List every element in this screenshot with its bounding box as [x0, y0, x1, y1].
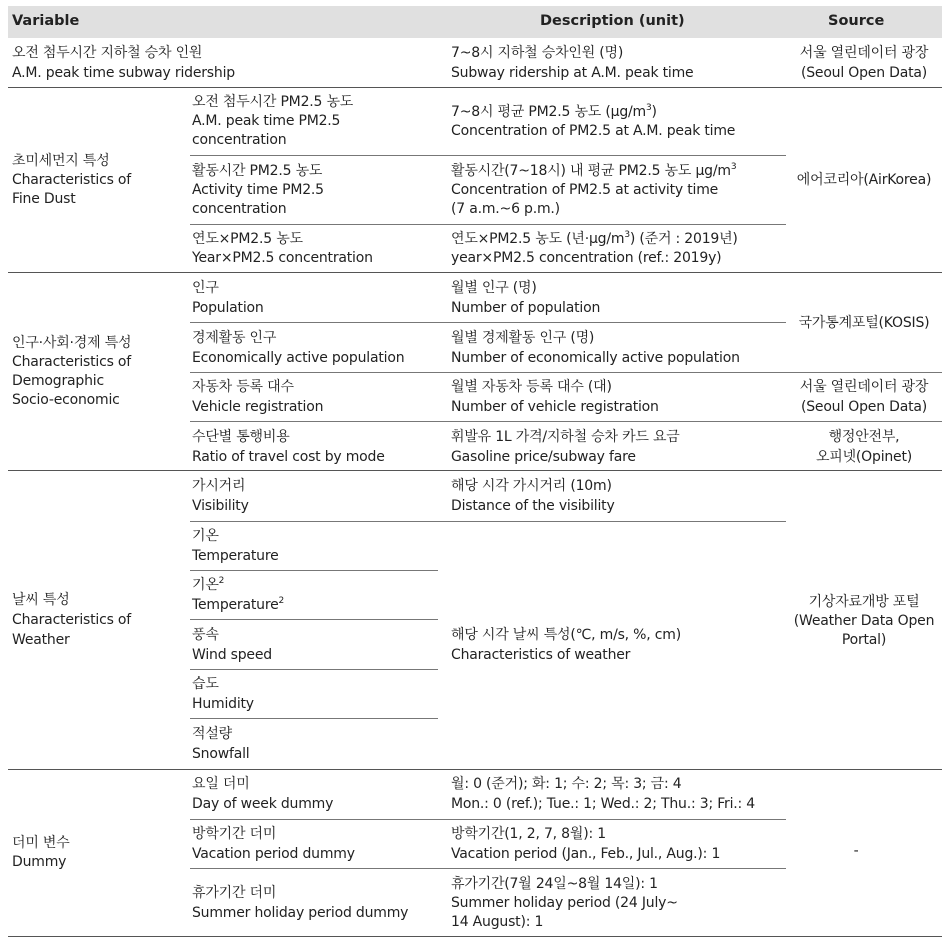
variable-en: Visibility: [192, 498, 249, 514]
description-ko: 방학기간(1, 2, 7, 8월): 1: [451, 826, 606, 842]
row-divider: [190, 868, 786, 869]
variable-ko: 오전 첨두시간 PM2.5 농도: [192, 94, 354, 110]
variable-ko: 습도: [192, 676, 219, 692]
row-divider: [8, 769, 942, 770]
variable-en: concentration: [192, 132, 287, 148]
row-divider: [190, 570, 438, 571]
variable-en: A.M. peak time subway ridership: [12, 65, 235, 81]
description-ko: 월별 인구 (명): [451, 280, 537, 296]
group-label-ko: 초미세먼지 특성: [12, 153, 110, 169]
variable-en: Summer holiday period dummy: [192, 905, 409, 921]
source-en: 오피넷(Opinet): [815, 449, 913, 465]
variable-ko: 인구: [192, 280, 219, 296]
description-en: Characteristics of weather: [451, 647, 631, 663]
variable-ko: 경제활동 인구: [192, 330, 277, 346]
row-divider: [190, 322, 786, 323]
description-en: Vacation period (Jan., Feb., Jul., Aug.): 1: [451, 846, 721, 862]
variable-en: concentration: [192, 201, 287, 217]
row-divider: [8, 470, 942, 471]
description-ko: 월: 0 (준거); 화: 1; 수: 2; 목: 3; 금: 4: [451, 776, 682, 792]
group-label-en: Weather: [12, 632, 70, 648]
description-ko: 휴가기간(7월 24일~8월 14일): 1: [451, 876, 658, 892]
group-label-en: Socio-economic: [12, 392, 120, 408]
variable-ko: 요일 더미: [192, 776, 250, 792]
description-ko: 활동시간(7~18시) 내 평균 PM2.5 농도 $\mu g/m^3$: [451, 162, 737, 179]
variable-en: Vacation period dummy: [192, 846, 355, 862]
variable-en: Year×PM2.5 concentration: [192, 250, 373, 266]
source-ko: 기상자료개방 포털: [808, 594, 920, 610]
row-divider: [190, 372, 942, 373]
description-en: Concentration of PM2.5 at A.M. peak time: [451, 123, 736, 139]
variable-ko: 기온$^2$: [192, 576, 225, 593]
variable-en: Day of week dummy: [192, 796, 334, 812]
variable-en: Ratio of travel cost by mode: [192, 449, 385, 465]
variable-en: Humidity: [192, 696, 254, 712]
description-en: Number of vehicle registration: [451, 399, 659, 415]
row-divider: [8, 272, 942, 273]
group-label-ko: 인구·사회·경제 특성: [12, 335, 132, 351]
description-en: Gasoline price/subway fare: [451, 449, 636, 465]
description-en: 14 August): 1: [451, 914, 544, 930]
description-en: Mon.: 0 (ref.); Tue.: 1; Wed.: 2; Thu.: 3; Fri.: 4: [451, 796, 756, 812]
source-ko: 서울 열린데이터 광장: [799, 45, 929, 61]
source-label: 국가통계포털(KOSIS): [798, 315, 930, 331]
variable-en: Temperature$^2$: [192, 596, 285, 613]
variable-ko: 기온: [192, 528, 219, 544]
source-ko: 행정안전부,: [828, 429, 900, 445]
description-ko: 해당 시각 날씨 특성(℃, m/s, %, cm): [451, 627, 681, 643]
description-ko: 해당 시각 가시거리 (10m): [451, 478, 612, 494]
description-ko: 휘발유 1L 가격/지하철 승차 카드 요금: [451, 429, 680, 445]
description-en: Concentration of PM2.5 at activity time: [451, 182, 719, 198]
source-en: (Weather Data Open: [793, 613, 935, 629]
variable-ko: 적설량: [192, 726, 232, 742]
description-ko: 7~8시 평균 PM2.5 농도 $(\mu g/m^3)$: [451, 103, 657, 120]
description-en: Distance of the visibility: [451, 498, 615, 514]
group-label-en: Fine Dust: [12, 191, 76, 207]
group-label-en: Characteristics of: [12, 354, 132, 370]
variable-ko: 풍속: [192, 627, 219, 643]
source-en: Portal): [841, 632, 887, 648]
group-label-en: Characteristics of: [12, 612, 132, 628]
variable-en: Vehicle registration: [192, 399, 324, 415]
description-en: Subway ridership at A.M. peak time: [451, 65, 694, 81]
row-divider: [190, 155, 786, 156]
description-ko: 월별 자동차 등록 대수 (대): [451, 379, 612, 395]
row-divider: [190, 619, 438, 620]
variable-en: Population: [192, 300, 264, 316]
variable-ko: 활동시간 PM2.5 농도: [192, 163, 323, 179]
variable-en: Snowfall: [192, 746, 250, 762]
row-divider: [190, 421, 942, 422]
variable-ko: 방학기간 더미: [192, 826, 277, 842]
header-source: Source: [828, 13, 885, 29]
table-header: [8, 6, 942, 38]
description-ko: 월별 경제활동 인구 (명): [451, 330, 595, 346]
description-en: (7 a.m.~6 p.m.): [451, 201, 560, 217]
variable-ko: 연도×PM2.5 농도: [192, 231, 303, 247]
variable-ko: 수단별 통행비용: [192, 429, 290, 445]
header-variable: Variable: [12, 13, 80, 29]
header-description: Description (unit): [540, 13, 685, 29]
variable-en: A.M. peak time PM2.5: [192, 113, 341, 129]
row-divider: [190, 224, 786, 225]
group-label-en: Dummy: [12, 854, 67, 870]
row-divider: [190, 718, 438, 719]
table-bottom-rule: [8, 936, 942, 937]
group-label-ko: 날씨 특성: [12, 592, 70, 608]
description-en: Number of economically active population: [451, 350, 740, 366]
group-label-en: Demographic: [12, 373, 104, 389]
group-label-ko: 더미 변수: [12, 835, 70, 851]
description-en: Summer holiday period (24 July~: [451, 895, 678, 911]
variable-en: Activity time PM2.5: [192, 182, 324, 198]
variable-ko: 자동차 등록 대수: [192, 379, 294, 395]
variable-en: Economically active population: [192, 350, 405, 366]
variable-ko: 가시거리: [192, 478, 246, 494]
group-label-en: Characteristics of: [12, 172, 132, 188]
variable-en: Temperature: [192, 548, 279, 564]
variable-ko: 휴가기간 더미: [192, 885, 277, 901]
row-divider: [190, 819, 786, 820]
description-ko: 7~8시 지하철 승차인원 (명): [451, 45, 624, 61]
source-en: (Seoul Open Data): [800, 65, 928, 81]
source-label: 에어코리아(AirKorea): [796, 172, 932, 188]
variable-en: Wind speed: [192, 647, 272, 663]
source-en: (Seoul Open Data): [800, 399, 928, 415]
source-label: -: [853, 843, 859, 859]
description-en: year×PM2.5 concentration (ref.: 2019y): [451, 250, 722, 266]
row-divider: [190, 669, 438, 670]
row-divider: [190, 521, 786, 522]
source-ko: 서울 열린데이터 광장: [799, 379, 929, 395]
variable-ko: 오전 첨두시간 지하철 승차 인원: [12, 45, 203, 61]
description-ko: 연도×PM2.5 농도 (년$\cdot\mu g/m^3$) (준거 : 2019년): [451, 230, 738, 247]
row-divider: [8, 87, 942, 88]
description-en: Number of population: [451, 300, 601, 316]
